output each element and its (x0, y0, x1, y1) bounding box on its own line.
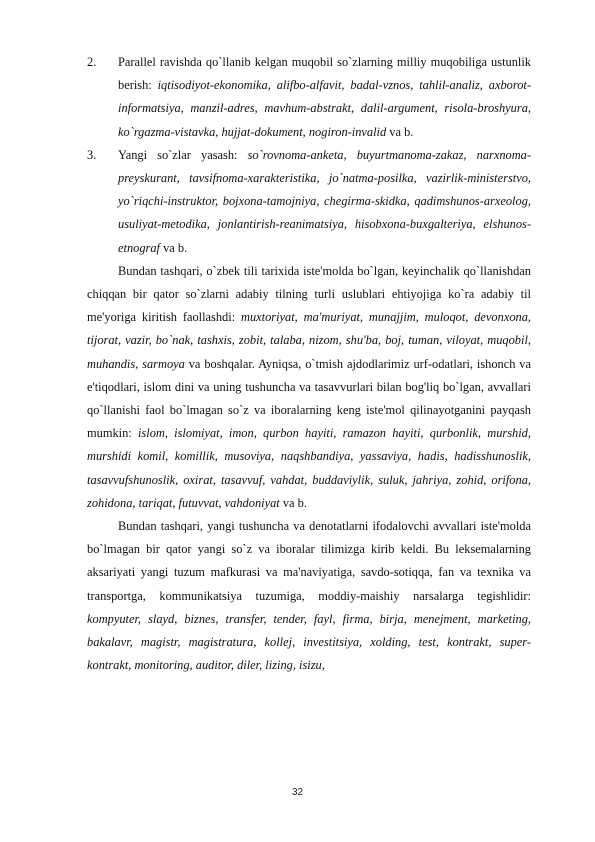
page-number: 32 (291, 787, 304, 798)
list-item-tail: va b. (386, 124, 414, 139)
list-item-examples: so`rovnoma-anketa, buyurtmanoma-zakaz, narxnoma-preyskurant, tavsifnoma-xarakteristika, jo`natma-posilka, vazirlik-ministerstvo, yo`riqchi-instruktor, bojxona-tamojniya, chegirma-skidka, qadimshunos-arxeolog, usuliyat-metodika, jonlantirish-reanimatsiya, hisobxona-buxgalteriya, elshunos-etnograf (118, 147, 531, 255)
paragraph-new-words (87, 515, 531, 677)
paragraph-examples-religious: islom, islomiyat, imon, qurbon hayiti, ramazon hayiti, qurbonlik, murshid, murshidi komil, komillik, musoviya, naqshbandiya, yassaviya, hadis, hadisshunoslik, tasavvufshunoslik, oxirat, tasavvuf, vahdat, buddaviylik, suluk, jahriya, zohid, orifona, zohidona, tariqat, futuvvat, vahdoniyat (87, 426, 531, 510)
list-number: 3. (87, 147, 97, 162)
list-item-examples: iqtisodiyot-ekonomika, alifbo-alfavit, badal-vznos, tahlil-analiz, axborot-informatsiya, manzil-adres, mavhum-abstrakt, dalil-argument, risola-broshyura, ko`rgazma-vistavka, hujjat-dokument, nogiron-invalid (118, 78, 531, 139)
paragraph-text: va boshqalar. Ayniqsa, o`tmish ajdodlarimiz urf-odatlari, ishonch va e'tiqodlari, islom dini va uning tushuncha va tasavvurlari bilan bog'liq bo`lgan, avvallari qo`llanishi faol bo`lmagan so`z va iboralarning keng iste'mol qilinayotganini payqash mumkin: (87, 356, 532, 441)
paragraph-lead: Bundan tashqari, o`zbek tili tarixida iste'molda bo`lgan, keyinchalik qo`llanishdan chiqqan bir qator so`zlarni adabiy tilning turli uslublari ehtiyojiga ko`ra adabiy til me'yoriga kiritish faollashdi: (87, 263, 531, 325)
list-item-3 (87, 144, 531, 260)
document-page (87, 51, 531, 677)
list-item-2 (87, 51, 531, 144)
paragraph-examples: kompyuter, slayd, biznes, transfer, tender, fayl, firma, birja, menejment, marketing, bakalavr, magistr, magistratura, kollej, investitsiya, xolding, test, kontrakt, super-kontrakt, monitoring, auditor, diler, lizing, isizu, (87, 611, 531, 673)
paragraph-lead: Bundan tashqari, yangi tushuncha va denotatlarni ifodalovchi avvallari iste'molda bo`lmagan bir qator yangi so`z va iboralar tilimizga kirib keldi. Bu leksemalarning aksariyati yangi tuzum mafkurasi va ma'naviyatiga, savdo-sotiqqa, fan va texnika va transportga, kommunikatsiya tuzumiga, moddiy-maishiy narsalarga tegishlidir: (87, 519, 531, 603)
list-number: 2. (87, 55, 97, 69)
list-item-tail: va b. (160, 240, 188, 255)
list-item-lead: Parallel ravishda qo`llanib kelgan muqobil so`zlarning milliy muqobiliga ustunlik berish: (118, 55, 531, 93)
paragraph-archaic-words (87, 260, 531, 515)
paragraph-tail: va b. (279, 495, 307, 510)
paragraph-examples: muxtoriyat, ma'muriyat, munajjim, muloqot, devonxona, tijorat, vazir, bo`nak, tashxis, zobit, talaba, nizom, shu'ba, boj, tuman, viloyat, muqobil, muhandis, sarmoya (87, 310, 532, 371)
list-item-lead: Yangi so`zlar yasash: (118, 147, 248, 162)
